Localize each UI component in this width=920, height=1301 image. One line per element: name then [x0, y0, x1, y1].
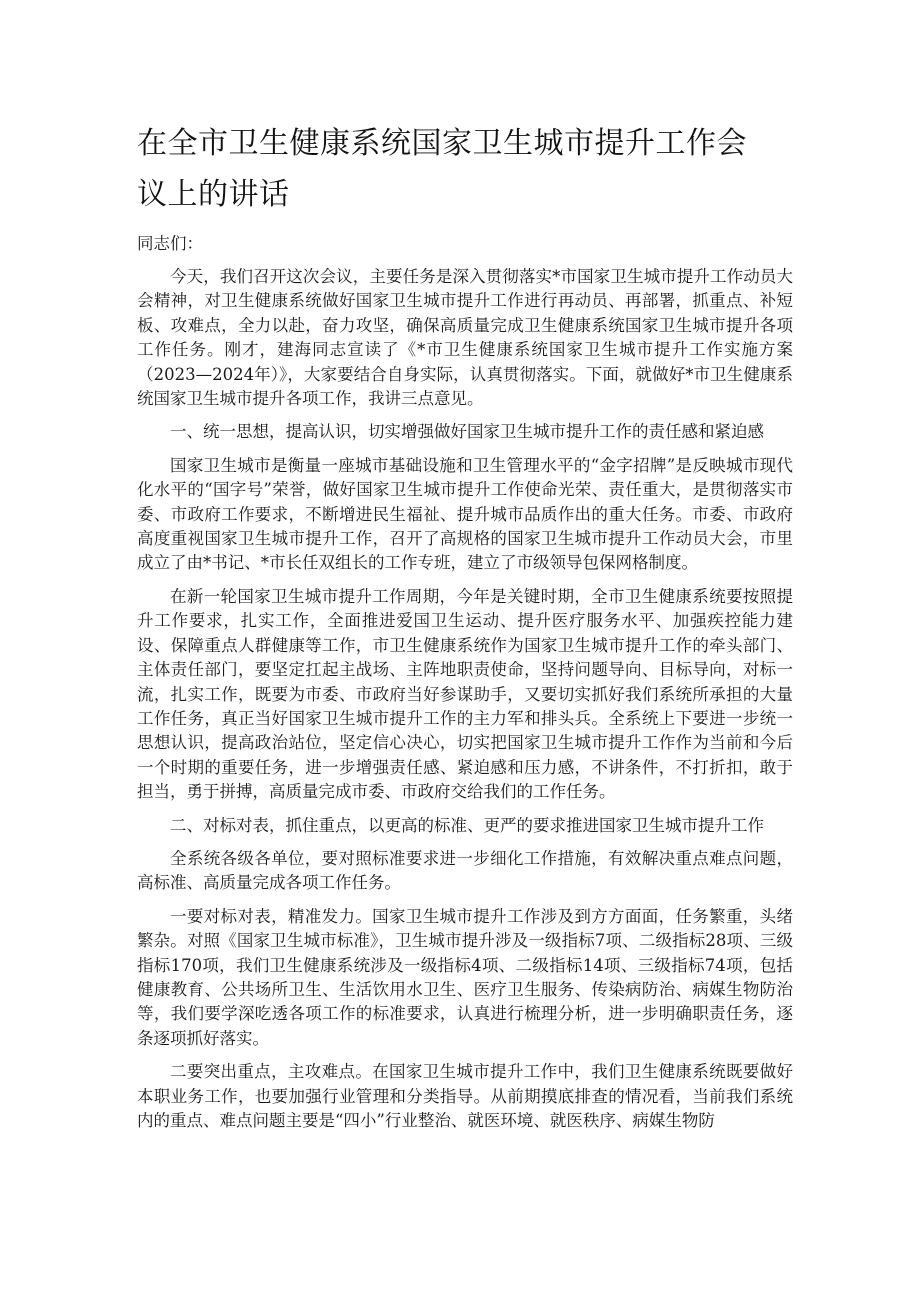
section-heading-1: 一、统一思想，提高认识，切实增强做好国家卫生城市提升工作的责任感和紧迫感	[170, 422, 764, 442]
paragraph: 一要对标对表，精准发力。国家卫生城市提升工作涉及到方方面面，任务繁重，头绪繁杂。对照《国家卫生城市标准》，卫生城市提升涉及一级指标7项、二级指标28项、三级指标170项，我们卫生健康系统涉及一级指标4项、二级指标14项、三级指标74项，包括健康教育、公共场所卫生、生活饮用水卫生、医疗卫生服务、传染病防治、病媒生物防治等，我们要学深吃透各项工作的标准要求，认真进行梳理分析，进一步明确职责任务，逐条逐项抓好落实。	[137, 906, 793, 1048]
document-body	[137, 118, 793, 1142]
paragraph-intro: 今天，我们召开这次会议，主要任务是深入贯彻落实*市国家卫生城市提升工作动员大会精神，对卫生健康系统做好国家卫生城市提升工作进行再动员、再部署，抓重点、补短板、攻难点，全力以赴，奋力攻坚，确保高质量完成卫生健康系统国家卫生城市提升各项工作任务。刚才，建海同志宣读了《*市卫生健康系统国家卫生城市提升工作实施方案（2023—2024年）》，大家要结合自身实际，认真贯彻落实。下面，就做好*市卫生健康系统国家卫生城市提升各项工作，我讲三点意见。	[137, 267, 793, 409]
paragraph: 全系统各级各单位，要对照标准要求进一步细化工作措施，有效解决重点难点问题，高标准、高质量完成各项工作任务。	[137, 848, 793, 893]
document-title: 在全市卫生健康系统国家卫生城市提升工作会议上的讲话	[137, 126, 747, 212]
paragraph: 二要突出重点，主攻难点。在国家卫生城市提升工作中，我们卫生健康系统既要做好本职业务工作，也要加强行业管理和分类指导。从前期摸底排查的情况看，当前我们系统内的重点、难点问题主要是“四小”行业整治、就医环境、就医秩序、病媒生物防	[137, 1062, 793, 1130]
salutation: 同志们：	[137, 234, 203, 253]
section-heading-2: 二、对标对表，抓住重点，以更高的标准、更严的要求推进国家卫生城市提升工作	[170, 815, 764, 835]
paragraph: 国家卫生城市是衡量一座城市基础设施和卫生管理水平的“金字招牌”是反映城市现代化水平的“国字号”荣誉，做好国家卫生城市提升工作使命光荣、责任重大，是贯彻落实市委、市政府工作要求，不断增进民生福祉、提升城市品质作出的重大任务。市委、市政府高度重视国家卫生城市提升工作，召开了高规格的国家卫生城市提升工作动员大会，市里成立了由*书记、*市长任双组长的工作专班，建立了市级领导包保网格制度。	[137, 455, 793, 573]
paragraph: 在新一轮国家卫生城市提升工作周期，今年是关键时期，全市卫生健康系统要按照提升工作要求，扎实工作，全面推进爱国卫生运动、提升医疗服务水平、加强疾控能力建设、保障重点人群健康等工作，市卫生健康系统作为国家卫生城市提升工作的牵头部门、主体责任部门，要坚定扛起主战场、主阵地职责使命，坚持问题导向、目标导向，对标一流，扎实工作，既要为市委、市政府当好参谋助手，又要切实抓好我们系统所承担的大量工作任务，真正当好国家卫生城市提升工作的主力军和排头兵。全系统上下要进一步统一思想认识，提高政治站位，坚定信心决心，切实把国家卫生城市提升工作作为当前和今后一个时期的重要任务，进一步增强责任感、紧迫感和压力感，不讲条件，不打折扣，敢于担当，勇于拼搏，高质量完成市委、市政府交给我们的工作任务。	[137, 586, 793, 802]
